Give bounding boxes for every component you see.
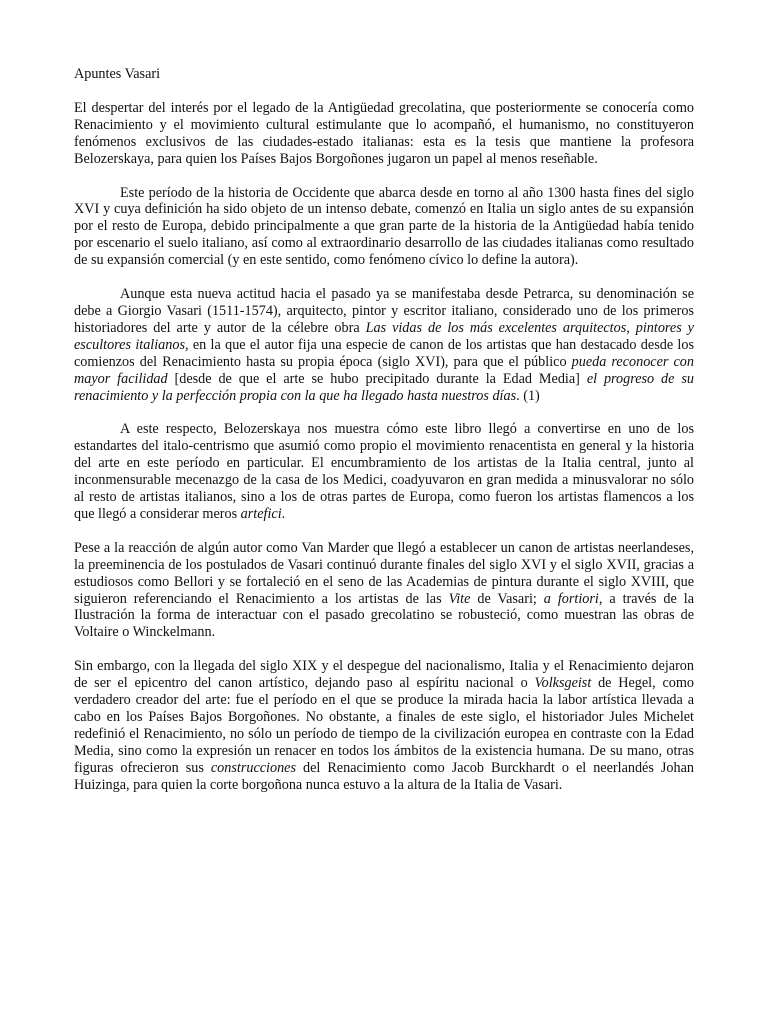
paragraph-text: . [281,505,286,522]
italic-text: a fortiori [543,590,599,607]
paragraph [74,185,694,270]
document-title: Apuntes Vasari [74,66,161,82]
paragraph-text: , en la que el autor fija una especie de canon de los artistas que han destacado desde los comienzos del Renacimiento hasta su propia época (siglo XVI), para que el público [74,336,694,370]
paragraph-text: Aunque esta nueva actitud hacia el pasado ya se manifestaba desde Petrarca, su denominación se debe a Giorgio Vasari (1511-1574), arquitecto, pintor y escritor italiano, considerado uno de los primeros historiadores del arte y autor de la célebre obra [74,286,694,336]
italic-text: Vite [448,590,471,607]
italic-text: pueda reconocer con mayor facilidad [74,353,694,387]
italic-text: Las vidas de los más excelentes arquitectos, pintores y escultores italianos [74,319,694,353]
paragraph-text: , a través de la Ilustración la forma de interactuar con el pasado grecolatino se robusteció, como muestran las obras de Voltaire o Winckelmann. [74,590,694,641]
paragraph-text: Este período de la historia de Occidente que abarca desde en torno al año 1300 hasta fines del siglo XVI y cuya definición ha sido objeto de un intenso debate, comenzó en Italia un siglo antes de su expansión por el resto de Europa, debido principalmente a que gran parte de la historia de la Antigüedad había tenido por escenario el suelo italiano, así como al extraordinario desarrollo de las ciudades italianas como resultado de su expansión comercial (y en este sentido, como fenómeno cívico lo define la autora). [74,184,694,269]
document-body [74,100,694,794]
paragraph-text: de Vasari; [470,590,544,607]
paragraph [74,286,694,404]
document-page [74,66,694,811]
paragraph-text: de Hegel, como verdadero creador del arte: fue el período en el que se produce la mirada hacia la labor artística llevada a cabo en los Países Bajos Borgoñones. No obstante, a finales de este siglo, el historiador Jules Michelet redefinió el Renacimiento, no sólo un período de tiempo de la civilización europea en contraste con la Edad Media, sino como la expresión un renacer en todos los ámbitos de la existencia humana. De su mano, otras figuras ofrecieron sus [74,675,694,776]
paragraph-text: Sin embargo, con la llegada del siglo XIX y el despegue del nacionalismo, Italia y el Renacimiento dejaron de ser el epicentro del canon artístico, dejando paso al espíritu nacional o [74,658,694,692]
italic-text: artefici [240,505,282,522]
paragraph [74,658,694,793]
paragraph [74,540,694,641]
italic-text: construcciones [210,759,296,776]
paragraph [74,421,694,522]
paragraph-text: Pese a la reacción de algún autor como Van Marder que llegó a establecer un canon de artistas neerlandeses, la preeminencia de los postulados de Vasari continuó durante finales del siglo XVI y el siglo XVII, gracias a estudiosos como Bellori y se fortaleció en el seno de las Academias de pintura durante el siglo XVIII, que siguieron referenciando el Renacimiento a los artistas de las [74,539,694,607]
paragraph-text: El despertar del interés por el legado de la Antigüedad grecolatina, que posteriormente se conocería como Renacimiento y el movimiento cultural estimulante que lo acompañó, el humanismo, no constituyeron fenómenos exclusivos de las ciudades-estado italianas: esta es la tesis que mantiene la profesora Belozerskaya, para quien los Países Bajos Borgoñones jugaron un papel al menos reseñable. [74,99,694,167]
paragraph-text: del Renacimiento como Jacob Burckhardt o el neerlandés Johan Huizinga, para quien la corte borgoñona nunca estuvo a la altura de la Italia de Vasari. [74,759,694,793]
paragraph-text: . (1) [516,387,540,404]
paragraph-text: A este respecto, Belozerskaya nos muestra cómo este libro llegó a convertirse en uno de los estandartes del italo-centrismo que asumió como propio el movimiento renacentista en general y la historia del arte en este período en particular. El encumbramiento de los artistas de la Italia central, junto al inconmensurable mecenazgo de la casa de los Medici, coadyuvaron en gran medida a minusvalorar no sólo al resto de artistas italianos, sino a los de otras partes de Europa, como fueron los artistas flamencos a los que llegó a considerar meros [74,421,694,522]
italic-text: Volksgeist [534,675,592,692]
paragraph [74,100,694,168]
paragraph-text: [desde de que el arte se hubo precipitado durante la Edad Media] [167,370,587,387]
italic-text: el progreso de su renacimiento y la perfección propia con la que ha llegado hasta nuestros días [74,370,694,404]
